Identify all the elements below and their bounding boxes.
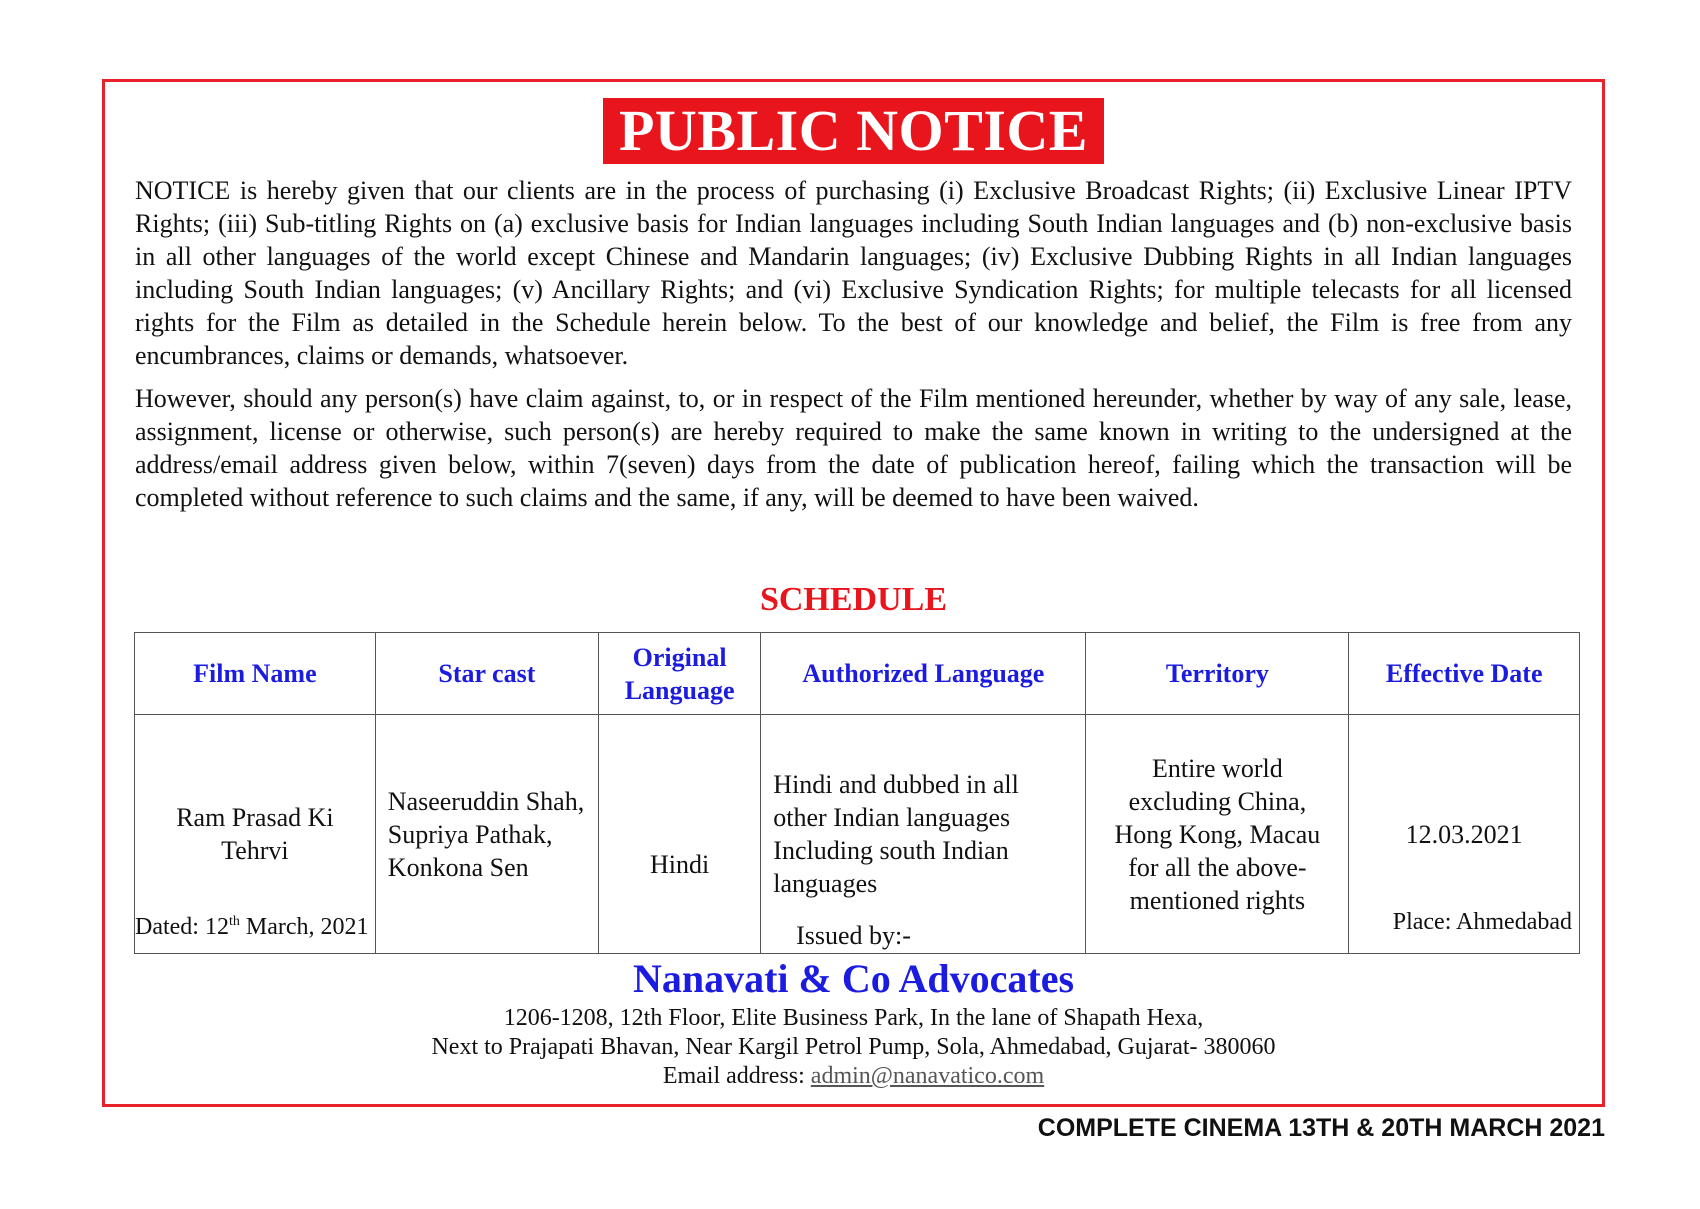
address-block <box>105 1004 1602 1091</box>
publication-footer: COMPLETE CINEMA 13TH & 20TH MARCH 2021 <box>1037 1114 1605 1142</box>
notice-body <box>135 174 1572 524</box>
email-link[interactable]: admin@nanavatico.com <box>810 1063 1045 1089</box>
email-line <box>105 1062 1602 1091</box>
address-line-2: Next to Prajapati Bhavan, Near Kargil Petrol Pump, Sola, Ahmedabad, Gujarat- 380060 <box>431 1034 1276 1060</box>
header-original-language: Original Language <box>598 633 760 715</box>
cell-authorized-language: Hindi and dubbed in all other Indian languages Including south Indian languages <box>761 715 1086 954</box>
title-wrap <box>105 98 1602 164</box>
dated-prefix: Dated: 12 <box>135 914 229 940</box>
cell-film-name: Ram Prasad Ki Tehrvi <box>135 715 376 954</box>
header-authorized-language: Authorized Language <box>761 633 1086 715</box>
header-effective-date: Effective Date <box>1349 633 1580 715</box>
notice-paragraph-1: NOTICE is hereby given that our clients are in the process of purchasing (i) Exclusive Broadcast Rights; (ii) Exclusive Linear IPTV Rights; (iii) Sub-titling Rights on (a) exclusive basis for Indian languages including South Indian languages and (b) non-exclusive basis in all other languages of the world except Chinese and Mandarin languages; (iv) Exclusive Dubbing Rights in all Indian languages including South Indian languages; (v) Ancillary Rights; and (vi) Exclusive Syndication Rights; for multiple telecasts for all licensed rights for the Film as detailed in the Schedule herein below. To the best of our knowledge and belief, the Film is free from any encumbrances, claims or demands, whatsoever. <box>135 176 1572 370</box>
notice-paragraph-2: However, should any person(s) have claim against, to, or in respect of the Film mentioned hereunder, whether by way of any sale, lease, assignment, license or otherwise, such person(s) are hereby required to make the same known in writing to the undersigned at the address/email address given below, within 7(seven) days from the date of publication hereof, failing which the transaction will be completed without reference to such claims and the same, if any, will be deemed to have been waived. <box>135 384 1572 512</box>
notice-frame <box>102 79 1605 1107</box>
email-label: Email address: <box>662 1063 811 1089</box>
cell-effective-date: 12.03.2021 <box>1349 715 1580 954</box>
cell-star-cast: Naseeruddin Shah, Supriya Pathak, Konkona Sen <box>375 715 598 954</box>
firm-name: Nanavati & Co Advocates <box>632 956 1075 1001</box>
notice-title: PUBLIC NOTICE <box>603 98 1104 164</box>
header-star-cast: Star cast <box>375 633 598 715</box>
issued-by: Issued by:- <box>796 921 911 950</box>
schedule-table <box>134 632 1580 954</box>
schedule-heading: SCHEDULE <box>759 581 948 618</box>
address-line-1: 1206-1208, 12th Floor, Elite Business Park, In the lane of Shapath Hexa, <box>503 1005 1204 1031</box>
dated-sup: th <box>228 914 240 929</box>
place-line: Place: Ahmedabad <box>1392 909 1572 935</box>
header-film-name: Film Name <box>135 633 376 715</box>
header-territory: Territory <box>1086 633 1349 715</box>
table-header-row <box>135 633 1580 715</box>
cell-territory: Entire world excluding China, Hong Kong, Macau for all the above-mentioned rights <box>1086 715 1349 954</box>
cell-original-language: Hindi <box>598 715 760 954</box>
dated-suffix: March, 2021 <box>239 914 369 940</box>
